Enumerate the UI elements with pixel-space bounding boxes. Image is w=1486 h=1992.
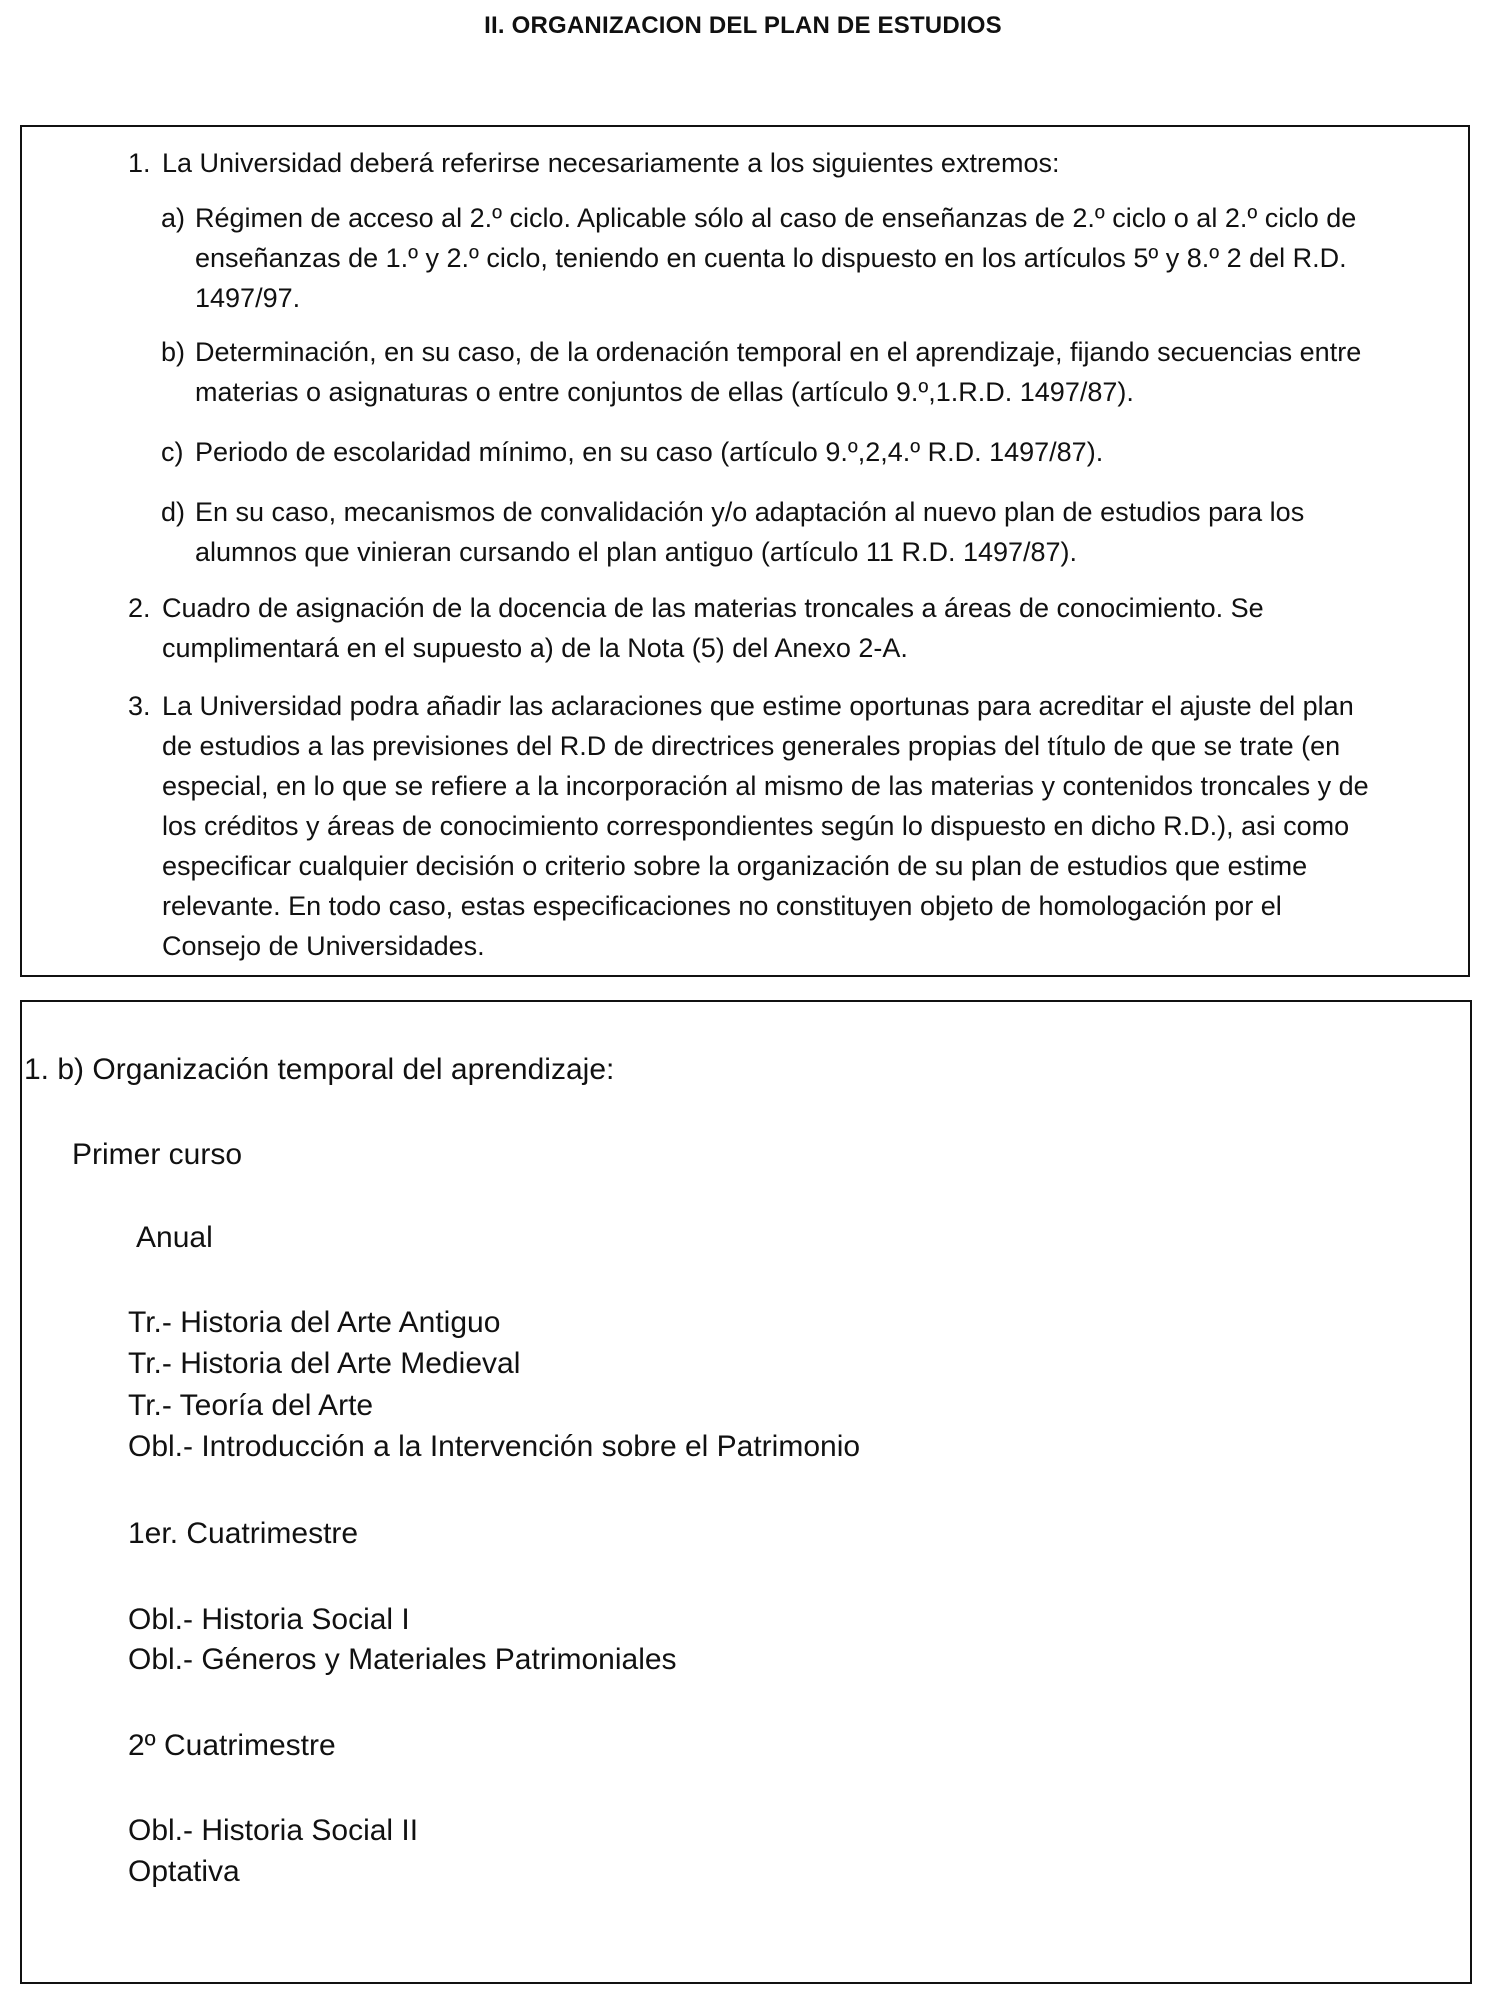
item-letter: a) [161, 203, 186, 233]
item-letter: c) [161, 437, 184, 467]
item-letter: b) [161, 337, 186, 367]
instruction-item-1b [161, 332, 1386, 412]
item-text: La Universidad deberá referirse necesariamente a los siguientes extremos: [162, 148, 1060, 178]
subject-line: Obl.- Historia Social I [128, 1603, 410, 1636]
course-label: Primer curso [72, 1138, 243, 1171]
item-number: 1. [128, 148, 151, 178]
page-title: II. ORGANIZACION DEL PLAN DE ESTUDIOS [484, 12, 1002, 39]
organization-heading: 1. b) Organización temporal del aprendizaje: [24, 1053, 615, 1086]
item-number: 2. [128, 593, 151, 623]
subject-line: Tr.- Historia del Arte Antiguo [128, 1306, 501, 1339]
item-text: Régimen de acceso al 2.º ciclo. Aplicable sólo al caso de enseñanzas de 2.º ciclo o al 2.º ciclo de enseñanzas de 1.º y 2.º ciclo, teniendo en cuenta lo dispuesto en los artículos 5º y 8.º 2 del R.D. 1497/97. [195, 203, 1357, 313]
annual-label: Anual [136, 1221, 213, 1254]
item-number: 3. [128, 691, 151, 721]
instruction-item-1a [161, 198, 1386, 318]
instruction-item-1d [161, 492, 1386, 572]
item-text: Determinación, en su caso, de la ordenación temporal en el aprendizaje, fijando secuencias entre materias o asignaturas o entre conjuntos de ellas (artículo 9.º,1.R.D. 1497/87). [195, 337, 1362, 407]
semester1-label: 1er. Cuatrimestre [128, 1517, 359, 1550]
item-text: Cuadro de asignación de la docencia de las materias troncales a áreas de conocimiento. Se cumplimentará en el supuesto a) de la Nota (5) del Anexo 2-A. [162, 593, 1264, 663]
subject-line: Tr.- Historia del Arte Medieval [128, 1347, 521, 1380]
item-text: En su caso, mecanismos de convalidación y/o adaptación al nuevo plan de estudios para los alumnos que vinieran cursando el plan antiguo (artículo 11 R.D. 1497/87). [195, 497, 1305, 567]
instruction-item-2 [128, 588, 1383, 668]
subject-line: Tr.- Teoría del Arte [128, 1389, 374, 1422]
subject-line: Obl.- Historia Social II [128, 1814, 419, 1847]
instruction-item-1 [128, 143, 1428, 183]
subject-line: Optativa [128, 1855, 240, 1888]
subject-line: Obl.- Introducción a la Intervención sobre el Patrimonio [128, 1430, 861, 1463]
instruction-item-1c [161, 432, 1386, 472]
item-text: La Universidad podra añadir las aclaraciones que estime oportunas para acreditar el ajuste del plan de estudios a las previsiones del R.D de directrices generales propias del título de que se trate (en especial, en lo que se refiere a la incorporación al mismo de las materias y contenidos troncales y de los créditos y áreas de conocimiento correspondientes según lo dispuesto en dicho R.D.), asi como especificar cualquier decisión o criterio sobre la organización de su plan de estudios que estime relevante. En todo caso, estas especificaciones no constituyen objeto de homologación por el Consejo de Universidades. [162, 691, 1369, 961]
item-letter: d) [161, 497, 186, 527]
item-text: Periodo de escolaridad mínimo, en su caso (artículo 9.º,2,4.º R.D. 1497/87). [195, 437, 1104, 467]
semester2-label: 2º Cuatrimestre [128, 1729, 336, 1762]
subject-line: Obl.- Géneros y Materiales Patrimoniales [128, 1643, 677, 1676]
instruction-item-3 [128, 686, 1383, 966]
